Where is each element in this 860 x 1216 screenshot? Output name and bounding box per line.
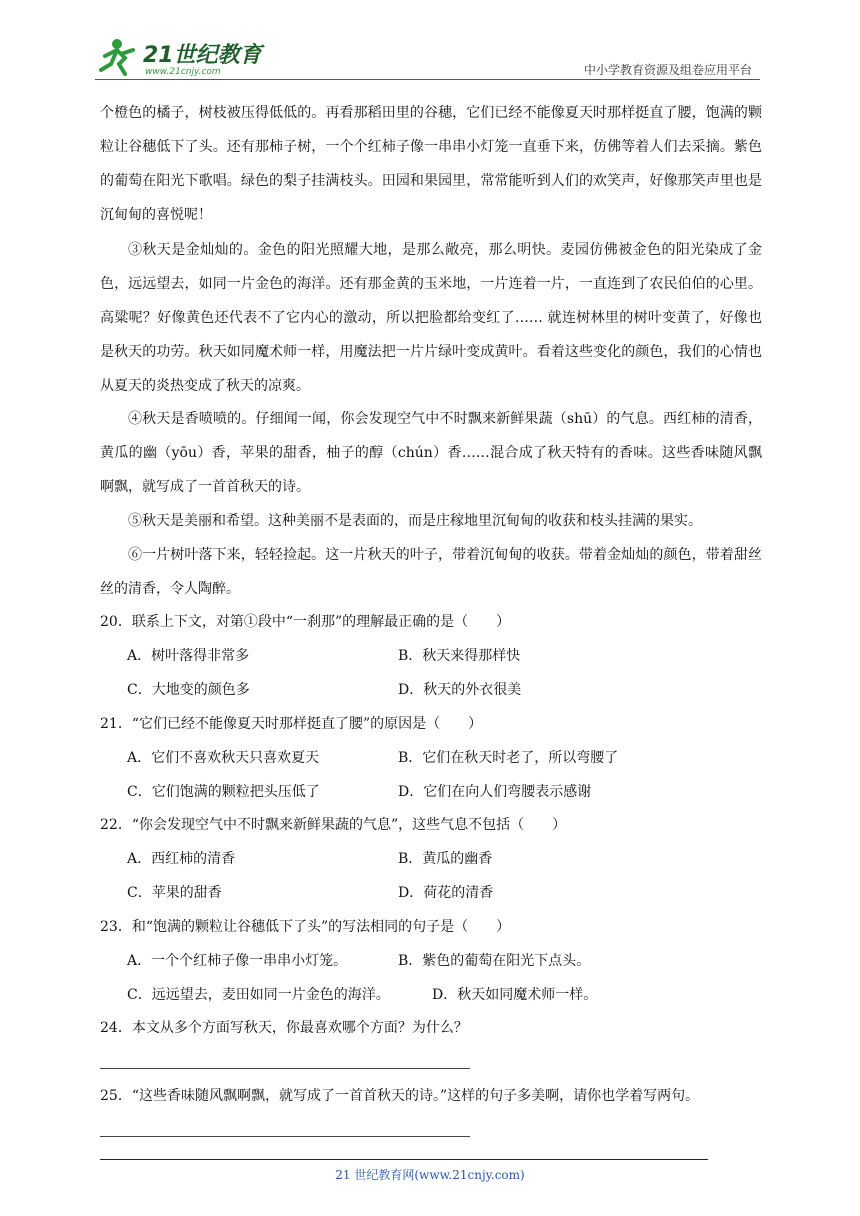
question-22-option-d[interactable]: D．荷花的清香 [398, 885, 494, 901]
question-20-option-d[interactable]: D．秋天的外衣很美 [398, 682, 522, 698]
question-21-option-a[interactable]: A．它们不喜欢秋天只喜欢夏天 [127, 750, 320, 766]
question-22-option-a[interactable]: A．西红柿的清香 [127, 851, 236, 867]
page-header [95, 36, 760, 78]
header-divider [95, 79, 760, 80]
passage-paragraph-1: 个橙色的橘子，树枝被压得低低的。再看那稻田里的谷穗，它们已经不能像夏天时那样挺直了腰，饱满的颗粒让谷穗低下了头。还有那柿子树，一个个红柿子像一串串小灯笼一直垂下来，仿佛等着人们去采摘。紫色的葡萄在阳光下歌唱。绿色的梨子挂满枝头。田园和果园里，常常能听到人们的欢笑声，好像那笑声里也是沉甸甸的喜悦呢！ [100, 105, 762, 223]
logo-text: 21世纪教育 [143, 43, 262, 68]
question-23-stem: 23．和“饱满的颗粒让谷穗低下了头”的写法相同的句子是（ ） [100, 919, 511, 935]
question-23-option-b[interactable]: B．紫色的葡萄在阳光下点头。 [398, 953, 591, 969]
question-22-option-c[interactable]: C．苹果的甜香 [127, 885, 222, 901]
question-21-option-c[interactable]: C．它们饱满的颗粒把头压低了 [127, 784, 320, 800]
question-20-option-a[interactable]: A．树叶落得非常多 [127, 648, 250, 664]
passage-paragraph-4: ④秋天是香喷喷的。仔细闻一闻，你会发现空气中不时飘来新鲜果蔬（shū）的气息。西红柿的清香，黄瓜的幽（yōu）香，苹果的甜香，柚子的醇（chún）香……混合成了秋天特有的香味。这些香味随风飘啊飘，就写成了一首首秋天的诗。 [100, 411, 762, 495]
passage-paragraph-6: ⑥一片树叶落下来，轻轻捡起。这一片秋天的叶子，带着沉甸甸的收获。带着金灿灿的颜色，带着甜丝丝的清香，令人陶醉。 [100, 547, 762, 597]
question-22-option-b[interactable]: B．黄瓜的幽香 [398, 851, 493, 867]
question-23-option-a[interactable]: A．一个个红柿子像一串串小灯笼。 [127, 953, 348, 969]
question-23-option-d[interactable]: D．秋天如同魔术师一样。 [432, 987, 598, 1003]
question-21-stem: 21．“它们已经不能像夏天时那样挺直了腰”的原因是（ ） [100, 716, 483, 732]
logo-runner-head [112, 39, 122, 49]
footer-site-link[interactable]: 21 世纪教育网(www.21cnjy.com) [335, 1168, 525, 1182]
footer-divider [100, 1159, 708, 1160]
question-25-stem: 25．“这些香味随风飘啊飘，就写成了一首首秋天的诗。”这样的句子多美啊，请你也学着写两句。 [100, 1088, 700, 1104]
question-20-stem: 20．联系上下文，对第①段中“一刹那”的理解最正确的是（ ） [100, 614, 511, 630]
question-21-option-d[interactable]: D．它们在向人们弯腰表示感谢 [398, 784, 592, 800]
passage-paragraph-5: ⑤秋天是美丽和希望。这种美丽不是表面的，而是庄稼地里沉甸甸的收获和枝头挂满的果实。 [128, 513, 702, 529]
header-platform-text: 中小学教育资源及组卷应用平台 [583, 63, 752, 77]
question-25-answer-line[interactable] [100, 1136, 470, 1137]
question-20-option-b[interactable]: B．秋天来得那样快 [398, 648, 521, 664]
logo-runner-icon [101, 50, 133, 74]
logo-url: www.21cnjy.com [145, 67, 221, 77]
question-22-stem: 22．“你会发现空气中不时飘来新鲜果蔬的气息”，这些气息不包括（ ） [100, 817, 567, 833]
question-24-answer-line[interactable] [100, 1068, 470, 1069]
question-23-option-c[interactable]: C．远远望去，麦田如同一片金色的海洋。 [127, 987, 390, 1003]
question-21-option-b[interactable]: B．它们在秋天时老了，所以弯腰了 [398, 750, 619, 766]
passage-paragraph-3: ③秋天是金灿灿的。金色的阳光照耀大地，是那么敞亮，那么明快。麦园仿佛被金色的阳光染成了金色，远远望去，如同一片金色的海洋。还有那金黄的玉米地，一片连着一片，一直连到了农民伯伯的心里。高粱呢？好像黄色还代表不了它内心的激动，所以把脸都给变红了…… 就连树林里的树叶变黄了，好像也是秋天的功劳。秋天如同魔术师一样，用魔法把一片片绿叶变成黄叶。看着这些变化的颜色，我们的心情也从夏天的炎热变成了秋天的凉爽。 [100, 242, 762, 394]
logo-21cnjy [95, 36, 265, 78]
question-24-stem: 24．本文从多个方面写秋天，你最喜欢哪个方面？为什么？ [100, 1020, 468, 1036]
question-20-option-c[interactable]: C．大地变的颜色多 [127, 682, 250, 698]
